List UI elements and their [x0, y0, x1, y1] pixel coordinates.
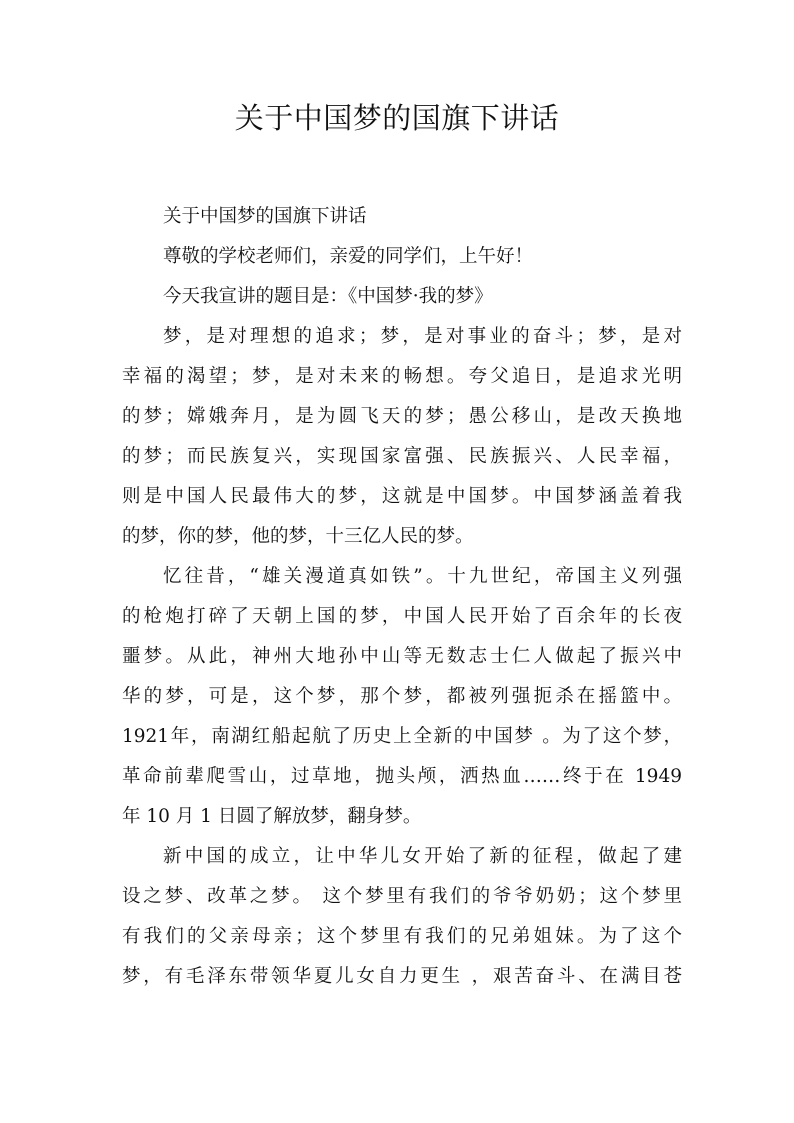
body-line: 的梦，你的梦，他的梦，十三亿人民的梦。	[122, 526, 474, 547]
body-line: 1921年，南湖红船起航了历史上全新的中国梦 。为了这个梦，	[122, 726, 682, 747]
body-line: 的梦；嫦娥奔月，是为圆飞天的梦；愚公移山，是改天换地	[122, 406, 682, 427]
body-line: 幸福的渴望；梦，是对未来的畅想。夸父追日，是追求光明	[122, 366, 682, 387]
body-line: 尊敬的学校老师们，亲爱的同学们，上午好！	[163, 246, 534, 267]
body-line: 忆往昔，“雄关漫道真如铁”。十九世纪，帝国主义列强	[163, 566, 682, 587]
body-line: 的梦；而民族复兴，实现国家富强、民族振兴、人民幸福，	[122, 446, 682, 467]
body-line: 年 10 月 1 日圆了解放梦，翻身梦。	[122, 806, 422, 827]
document-title: 关于中国梦的国旗下讲话	[234, 101, 560, 135]
body-line: 梦，有毛泽东带领华夏儿女自力更生 ，艰苦奋斗、在满目苍	[122, 966, 682, 987]
body-line: 有我们的父亲母亲；这个梦里有我们的兄弟姐妹。为了这个	[122, 926, 682, 947]
body-line: 则是中国人民最伟大的梦，这就是中国梦。中国梦涵盖着我	[122, 486, 682, 507]
body-line: 新中国的成立，让中华儿女开始了新的征程，做起了建	[163, 846, 682, 867]
body-line: 设之梦、改革之梦。 这个梦里有我们的爷爷奶奶；这个梦里	[122, 886, 682, 907]
body-line: 今天我宣讲的题目是：《中国梦·我的梦》	[163, 286, 493, 307]
body-line: 华的梦，可是，这个梦，那个梦，都被列强扼杀在摇篮中。	[122, 686, 682, 707]
body-line: 革命前辈爬雪山，过草地，抛头颅，洒热血……终于在 1949	[122, 766, 682, 787]
body-line: 梦，是对理想的追求；梦，是对事业的奋斗；梦，是对	[163, 326, 682, 347]
body-line: 关于中国梦的国旗下讲话	[163, 206, 367, 227]
body-line: 的枪炮打碎了天朝上国的梦，中国人民开始了百余年的长夜	[122, 606, 682, 627]
document-body	[122, 197, 682, 997]
body-line: 噩梦。从此，神州大地孙中山等无数志士仁人做起了振兴中	[122, 646, 682, 667]
